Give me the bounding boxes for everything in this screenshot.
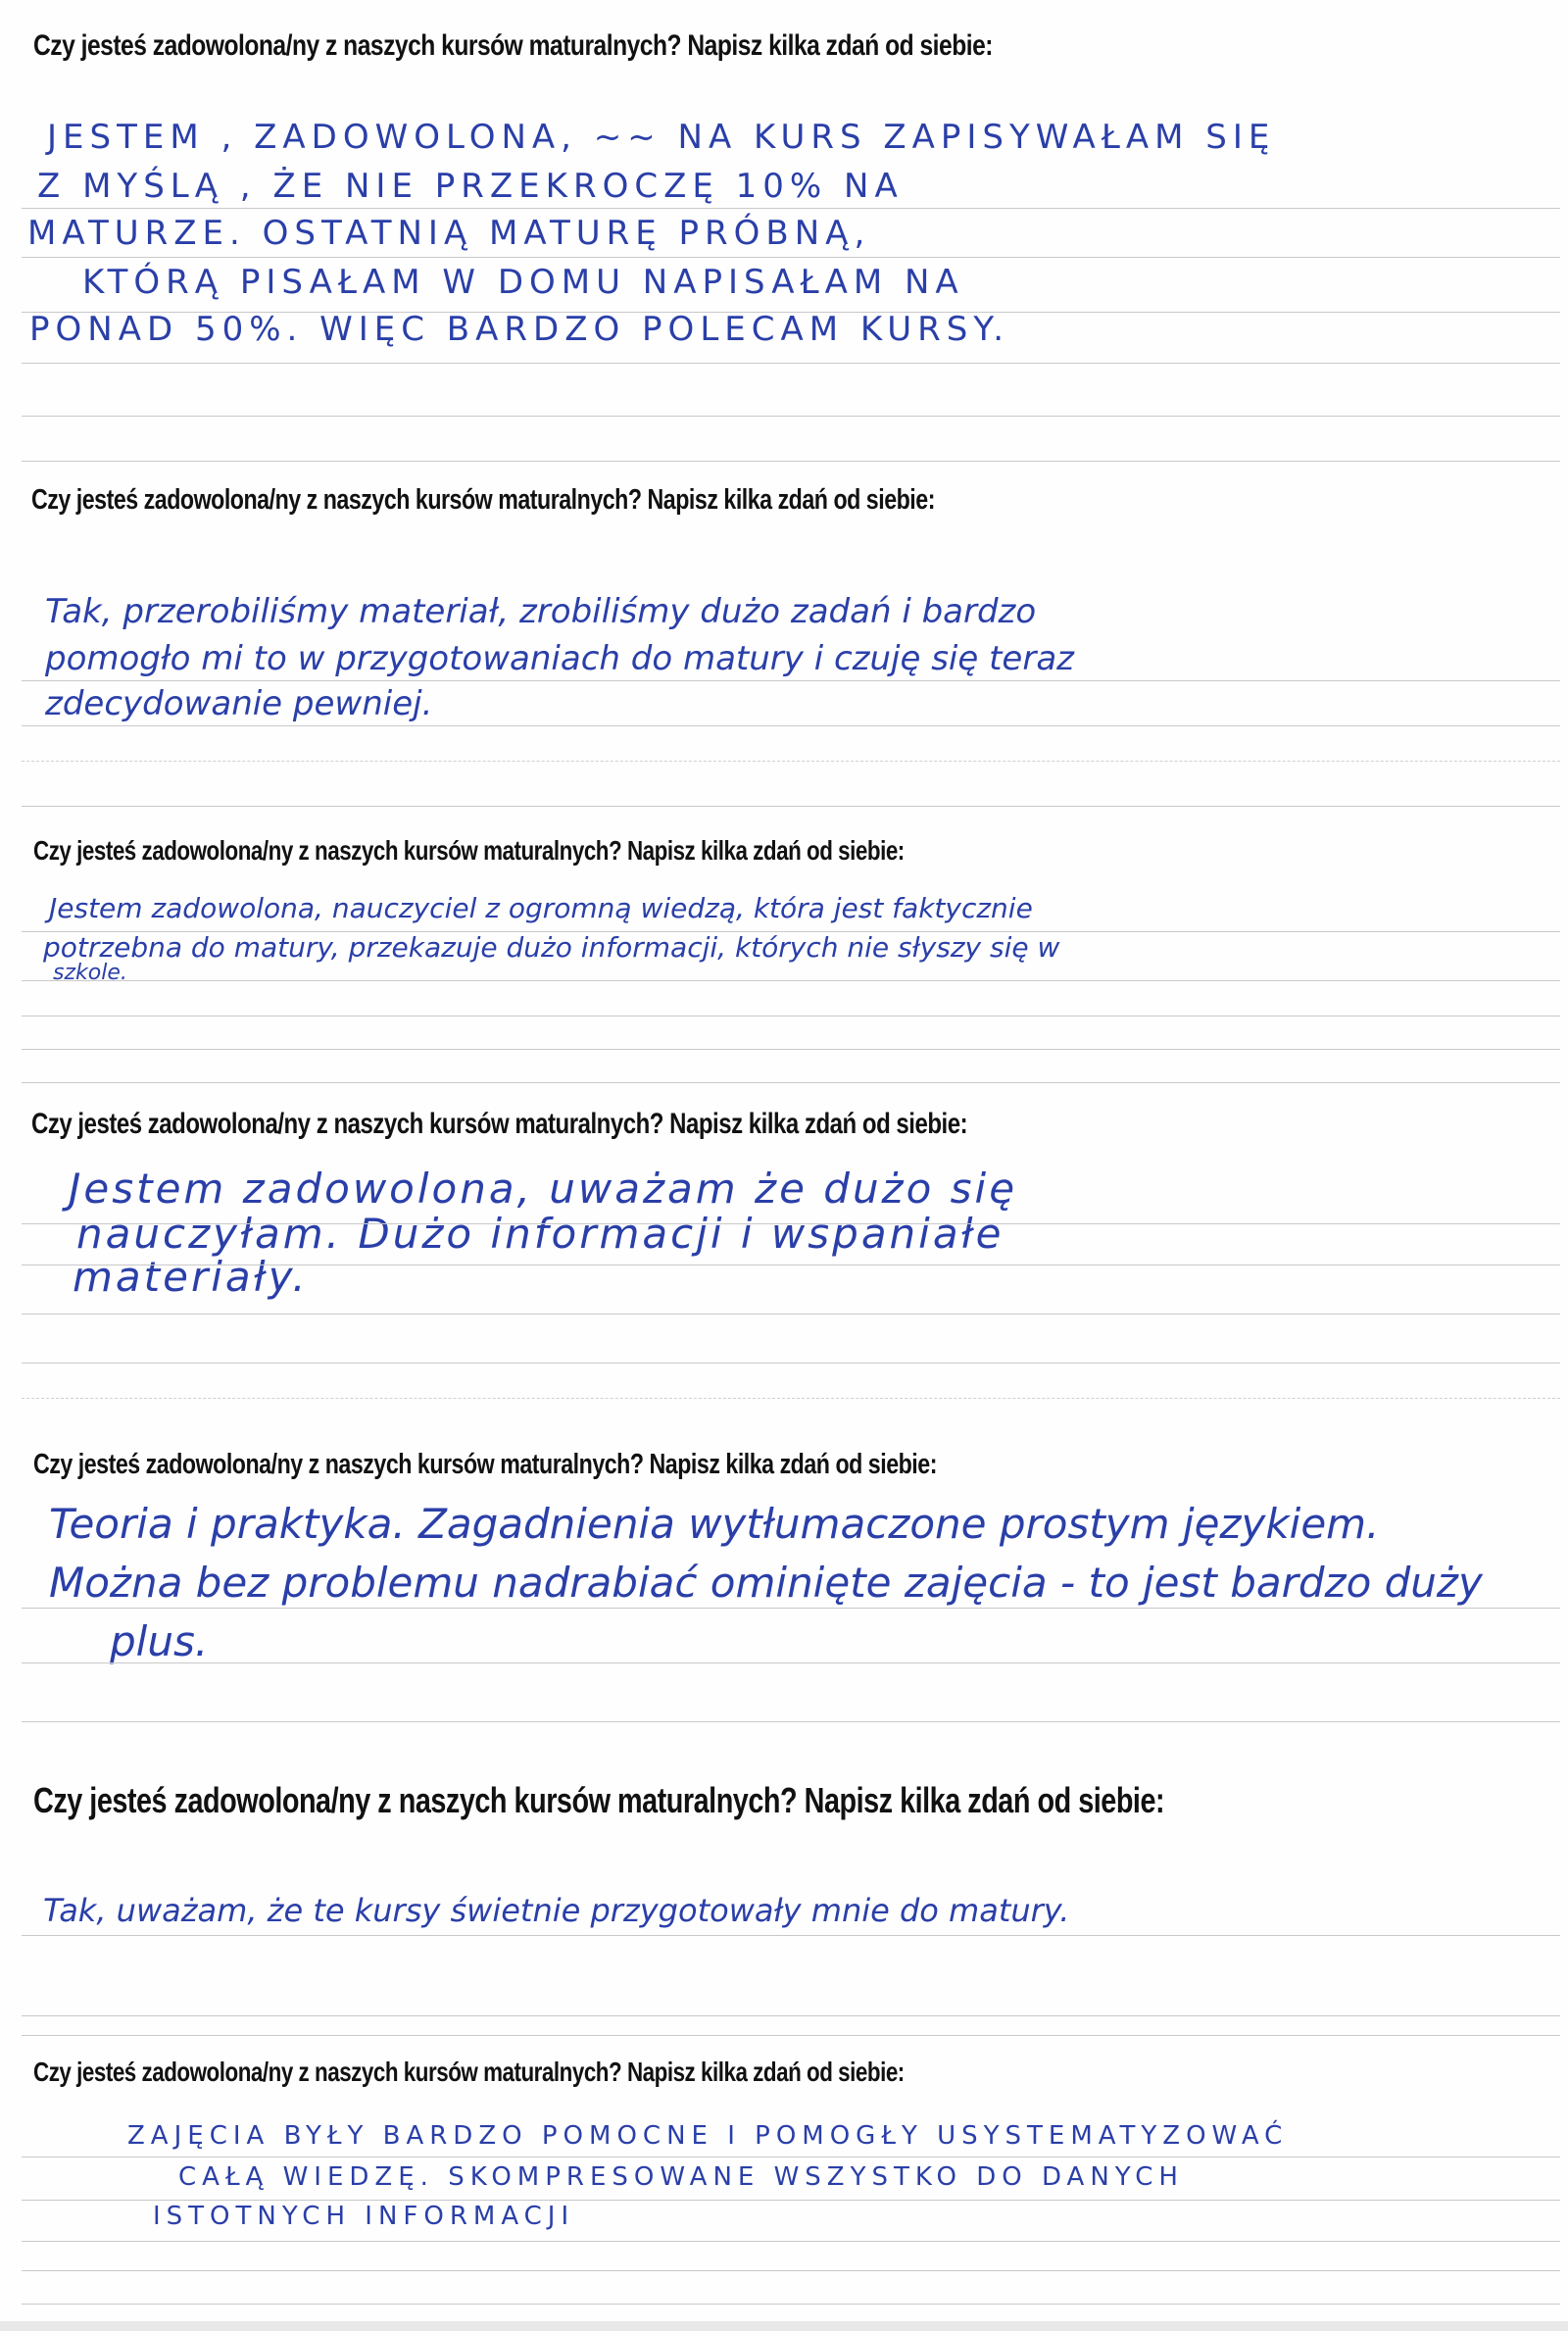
writing-line	[22, 806, 1560, 807]
answer-line: JESTEM , ZADOWOLONA, ~~ NA KURS ZAPISYWAŁAM SIĘ	[47, 118, 1276, 157]
writing-line	[22, 363, 1560, 364]
writing-line	[22, 1223, 1560, 1224]
answer-line: CAŁĄ WIEDZĘ. SKOMPRESOWANE WSZYSTKO DO DANYCH	[178, 2162, 1184, 2192]
answer-line: ZAJĘCIA BYŁY BARDZO POMOCNE I POMOGŁY USYSTEMATYZOWAĆ	[127, 2121, 1289, 2151]
writing-line	[22, 2200, 1560, 2201]
answer-line: MATURZE. OSTATNIĄ MATURĘ PRÓBNĄ,	[27, 214, 871, 253]
answer-line: zdecydowanie pewniej.	[45, 684, 433, 723]
answer-line: Teoria i praktyka. Zagadnienia wytłumaczone prostym językiem.	[49, 1500, 1380, 1548]
writing-line	[22, 257, 1560, 258]
answer-line: Tak, przerobiliśmy materiał, zrobiliśmy dużo zadań i bardzo	[45, 592, 1037, 631]
question-heading: Czy jesteś zadowolona/ny z naszych kursów maturalnych? Napisz kilka zdań od siebie:	[33, 1780, 1165, 1820]
answer-line: Jestem zadowolona, uważam że dużo się	[69, 1165, 1018, 1213]
writing-line	[22, 1608, 1560, 1609]
writing-line	[22, 1662, 1560, 1663]
writing-line	[22, 2270, 1560, 2271]
page-bottom-edge	[0, 2321, 1568, 2331]
writing-line	[22, 1398, 1560, 1399]
answer-line: pomogło mi to w przygotowaniach do matury i czuję się teraz	[45, 639, 1074, 678]
question-heading: Czy jesteś zadowolona/ny z naszych kursów maturalnych? Napisz kilka zdań od siebie:	[33, 1449, 937, 1480]
writing-line	[22, 312, 1560, 313]
writing-line	[22, 1082, 1560, 1083]
question-heading: Czy jesteś zadowolona/ny z naszych kursów maturalnych? Napisz kilka zdań od siebie:	[31, 484, 935, 516]
question-heading: Czy jesteś zadowolona/ny z naszych kursów maturalnych? Napisz kilka zdań od siebie:	[31, 1108, 968, 1140]
writing-line	[22, 2241, 1560, 2242]
answer-line: KTÓRĄ PISAŁAM W DOMU NAPISAŁAM NA	[82, 263, 964, 302]
answer-line: ISTOTNYCH INFORMACJI	[153, 2202, 575, 2231]
answer-line: PONAD 50%. WIĘC BARDZO POLECAM KURSY.	[29, 310, 1010, 349]
writing-line	[22, 2015, 1560, 2016]
writing-line	[22, 2035, 1560, 2036]
writing-line	[22, 1721, 1560, 1722]
question-heading: Czy jesteś zadowolona/ny z naszych kursów maturalnych? Napisz kilka zdań od siebie:	[33, 2057, 905, 2087]
writing-line	[22, 208, 1560, 209]
answer-line: potrzebna do matury, przekazuje dużo informacji, których nie słyszy się w	[43, 931, 1060, 964]
question-heading: Czy jesteś zadowolona/ny z naszych kursów maturalnych? Napisz kilka zdań od siebie:	[33, 835, 905, 866]
writing-line	[22, 1363, 1560, 1364]
writing-line	[22, 931, 1560, 932]
writing-line	[22, 725, 1560, 726]
answer-line: Jestem zadowolona, nauczyciel z ogromną wiedzą, która jest faktycznie	[49, 892, 1033, 924]
answer-line: materiały.	[73, 1253, 309, 1301]
answer-line: Z MYŚLĄ , ŻE NIE PRZEKROCZĘ 10% NA	[37, 167, 904, 206]
writing-line	[22, 1935, 1560, 1936]
answer-line: plus.	[110, 1617, 209, 1665]
writing-line	[22, 680, 1560, 681]
writing-line	[22, 2304, 1560, 2305]
answer-line: szkole.	[53, 961, 127, 985]
writing-line	[22, 1049, 1560, 1050]
question-heading: Czy jesteś zadowolona/ny z naszych kursów maturalnych? Napisz kilka zdań od siebie:	[33, 29, 993, 62]
answer-line: nauczyłam. Dużo informacji i wspaniałe	[76, 1210, 1004, 1258]
answer-line: Można bez problemu nadrabiać ominięte zajęcia - to jest bardzo duży	[49, 1559, 1483, 1607]
writing-line	[22, 1016, 1560, 1017]
answer-line: Tak, uważam, że te kursy świetnie przygotowały mnie do matury.	[43, 1892, 1070, 1929]
writing-line	[22, 461, 1560, 462]
writing-line	[22, 416, 1560, 417]
writing-line	[22, 980, 1560, 981]
writing-line	[22, 761, 1560, 762]
